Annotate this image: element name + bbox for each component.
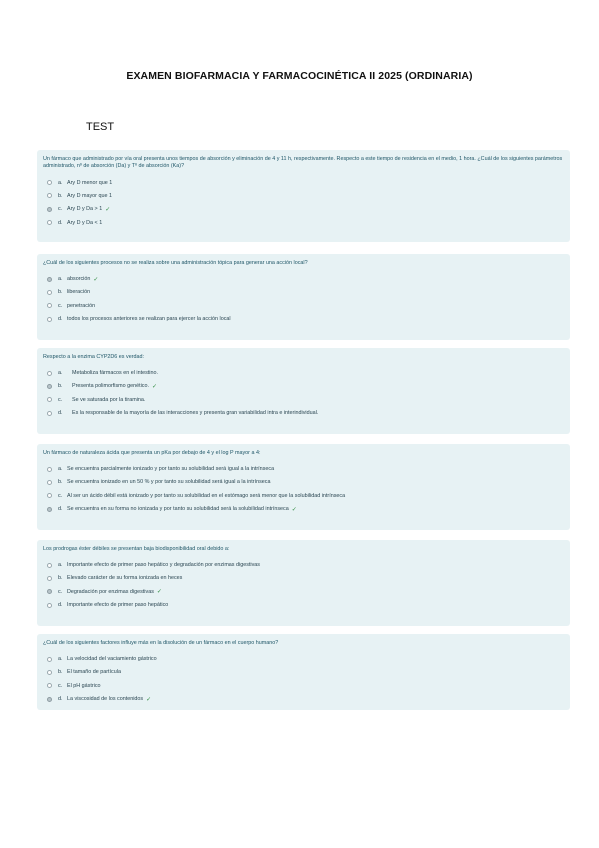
option-text: Ary D menor que 1: [67, 179, 113, 186]
question-text: Respecto a la enzima CYP2D6 es verdad:: [43, 354, 144, 360]
radio-button[interactable]: [47, 603, 52, 608]
question-text: Los prodrogas éster débiles se presentan baja biodisponibilidad oral debido a:: [43, 546, 230, 552]
answer-option[interactable]: [43, 216, 564, 229]
option-text: liberación: [67, 289, 91, 296]
option-letter: d.: [58, 410, 63, 417]
answer-option[interactable]: [43, 203, 564, 216]
checkmark-icon: ✓: [146, 696, 152, 703]
option-text: Se encuentra en su forma no ionizada y por tanto su solubilidad será la solubilidad intrínseca: [67, 506, 289, 513]
option-letter: a.: [58, 276, 63, 283]
option-letter: d.: [58, 506, 63, 513]
option-text: Al ser un ácido débil está ionizado y por tanto su solubilidad en el estómago será menor que la solubilidad intrínseca: [67, 492, 346, 499]
option-text: penetración: [67, 302, 96, 309]
answer-option[interactable]: [43, 693, 564, 706]
option-letter: c.: [58, 206, 63, 213]
radio-button[interactable]: [47, 493, 52, 498]
radio-button[interactable]: [47, 670, 52, 675]
option-letter: a.: [58, 466, 63, 473]
section-heading: TEST: [86, 121, 115, 133]
option-text: Ary D y Da < 1: [67, 219, 103, 226]
answer-option[interactable]: [43, 585, 564, 598]
radio-button[interactable]: [47, 317, 52, 322]
radio-button[interactable]: [47, 576, 52, 581]
radio-button[interactable]: [47, 207, 52, 212]
option-text: Metaboliza fármacos en el intestino.: [72, 370, 158, 377]
option-letter: c.: [58, 588, 63, 595]
radio-button[interactable]: [47, 697, 52, 702]
option-letter: b.: [58, 479, 63, 486]
answer-option[interactable]: [43, 407, 564, 420]
answer-option[interactable]: [43, 176, 564, 189]
radio-button[interactable]: [47, 589, 52, 594]
answer-option[interactable]: [43, 272, 564, 285]
radio-button[interactable]: [47, 411, 52, 416]
question-card: [37, 540, 570, 626]
radio-button[interactable]: [47, 220, 52, 225]
answer-option[interactable]: [43, 286, 564, 299]
option-text: Es la responsable de la mayoría de las interacciones y presenta gran variabilidad intra e interindividual.: [72, 410, 319, 417]
option-letter: b.: [58, 575, 63, 582]
option-letter: d.: [58, 219, 63, 226]
answer-option[interactable]: [43, 476, 564, 489]
question-text: Un fármaco de naturaleza ácida que presenta un pKa por debajo de 4 y el log P mayor a 4:: [43, 450, 261, 456]
question-text: Un fármaco que administrado por vía oral presenta unos tiempos de absorción y eliminación de 4 y 11 h, respectivamente. Respecto a este tiempo de residencia en el medio, 1 hora. ¿Cuál de los siguientes parámetros administrado, nº de absorción (Da) y Tº de absorción (Ka)?: [43, 156, 563, 170]
answer-option[interactable]: [43, 558, 564, 571]
option-letter: b.: [58, 192, 63, 199]
option-text: La velocidad del vaciamiento gástrico: [67, 656, 157, 663]
answer-option[interactable]: [43, 652, 564, 665]
option-letter: b.: [58, 669, 63, 676]
radio-button[interactable]: [47, 384, 52, 389]
radio-button[interactable]: [47, 371, 52, 376]
radio-button[interactable]: [47, 563, 52, 568]
question-text: ¿Cuál de los siguientes procesos no se realiza sobre una administración tópica para generar una acción local?: [43, 260, 308, 266]
answer-option[interactable]: [43, 666, 564, 679]
option-text: Se encuentra ionizado en un 50 % y por tanto su solubilidad será igual a la intrínseca: [67, 479, 271, 486]
option-text: Se encuentra parcialmente ionizado y por tanto su solubilidad será igual a la intrínseca: [67, 466, 275, 473]
option-letter: a.: [58, 179, 63, 186]
radio-button[interactable]: [47, 467, 52, 472]
option-text: El tamaño de partícula: [67, 669, 121, 676]
radio-button[interactable]: [47, 303, 52, 308]
option-text: todos los procesos anteriores se realizan para ejercer la acción local: [67, 316, 231, 323]
answer-option[interactable]: [43, 366, 564, 379]
answer-option[interactable]: [43, 299, 564, 312]
question-card: [37, 444, 570, 530]
option-text: Importante efecto de primer paso hepático: [67, 602, 169, 609]
question-card: [37, 348, 570, 434]
option-letter: d.: [58, 696, 63, 703]
radio-button[interactable]: [47, 193, 52, 198]
option-letter: a.: [58, 370, 63, 377]
option-letter: a.: [58, 562, 63, 569]
answer-option[interactable]: [43, 189, 564, 202]
question-card: [37, 150, 570, 242]
option-letter: c.: [58, 396, 63, 403]
radio-button[interactable]: [47, 657, 52, 662]
option-text: absorción: [67, 276, 91, 283]
checkmark-icon: ✓: [105, 206, 111, 213]
checkmark-icon: ✓: [291, 506, 297, 513]
answer-option[interactable]: [43, 380, 564, 393]
exam-title: EXAMEN BIOFARMACIA Y FARMACOCINÉTICA II 2025 (ORDINARIA): [126, 70, 473, 82]
option-text: Degradación por enzimas digestivas: [67, 588, 154, 595]
option-text: Ary D y Da > 1: [67, 206, 103, 213]
option-letter: c.: [58, 492, 63, 499]
option-letter: c.: [58, 682, 63, 689]
option-letter: b.: [58, 383, 63, 390]
question-text: ¿Cuál de los siguientes factores influye más en la disolución de un fármaco en el cuerpo humano?: [43, 640, 279, 646]
checkmark-icon: ✓: [93, 276, 99, 283]
option-text: Ary D mayor que 1: [67, 192, 112, 199]
option-letter: a.: [58, 656, 63, 663]
answer-option[interactable]: [43, 599, 564, 612]
option-text: Importante efecto de primer paso hepático y degradación por enzimas digestivas: [67, 562, 260, 569]
option-letter: c.: [58, 302, 63, 309]
radio-button[interactable]: [47, 683, 52, 688]
question-card: [37, 634, 570, 710]
option-text: El pH gástrico: [67, 682, 101, 689]
option-text: Se ve saturada por la tiramina.: [72, 396, 146, 403]
radio-button[interactable]: [47, 397, 52, 402]
answer-option[interactable]: [43, 462, 564, 475]
checkmark-icon: ✓: [156, 589, 162, 596]
answer-option[interactable]: [43, 679, 564, 692]
answer-option[interactable]: [43, 503, 564, 516]
radio-button[interactable]: [47, 277, 52, 282]
option-text: La viscosidad de los contenidos: [67, 696, 144, 703]
option-letter: d.: [58, 316, 63, 323]
answer-option[interactable]: [43, 572, 564, 585]
radio-button[interactable]: [47, 290, 52, 295]
option-text: Presenta polimorfismo genético.: [72, 383, 150, 390]
radio-button[interactable]: [47, 180, 52, 185]
answer-option[interactable]: [43, 489, 564, 502]
question-card: [37, 254, 570, 340]
radio-button[interactable]: [47, 507, 52, 512]
answer-option[interactable]: [43, 313, 564, 326]
answer-option[interactable]: [43, 393, 564, 406]
radio-button[interactable]: [47, 480, 52, 485]
checkmark-icon: ✓: [152, 383, 158, 390]
option-text: Elevado carácter de su forma ionizada en heces: [67, 575, 183, 582]
option-letter: b.: [58, 289, 63, 296]
option-letter: d.: [58, 602, 63, 609]
